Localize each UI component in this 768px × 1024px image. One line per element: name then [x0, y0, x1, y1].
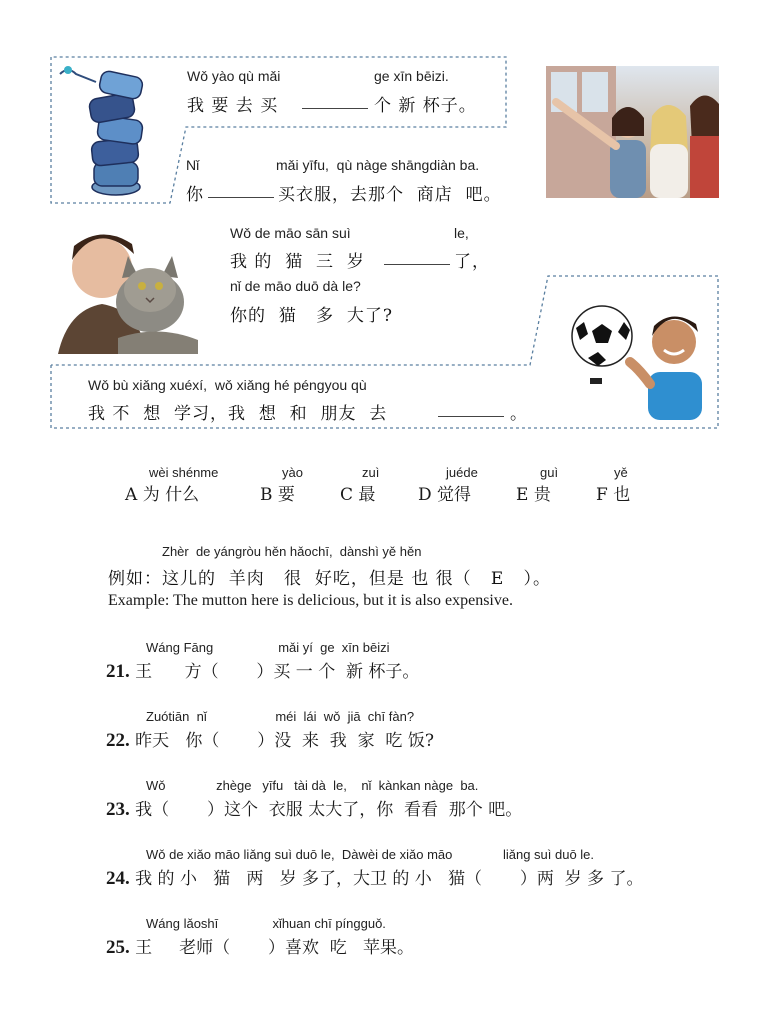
d4-hanzi: 我 不 想 学习，我 想 和 朋友 去: [88, 404, 388, 424]
boy-ball-photo: [568, 300, 708, 420]
question-22: [106, 709, 434, 752]
d4-hanzi-end: 。: [510, 404, 528, 424]
question-number: 21.: [106, 661, 130, 682]
option-letter: D: [418, 485, 432, 505]
option-pinyin: guì: [540, 465, 559, 480]
question-sentence: 昨天 你（ ）没 来 我 家 吃 饭?: [135, 731, 434, 751]
option-hanzi: 为 什么: [142, 485, 200, 505]
option-letter: F: [596, 485, 608, 505]
d3-hanzi-b: 了，: [454, 252, 490, 272]
d1-answer-blank: [302, 107, 368, 109]
question-sentence: 我 的 小 猫 两 岁 多了，大卫 的 小 猫（ ）两 岁 多 了。: [135, 869, 644, 889]
option-e: [516, 465, 558, 505]
cups-photo: [56, 62, 166, 200]
d3-answer-blank: [384, 263, 450, 265]
d3-hanzi-a: 我 的 猫 三 岁: [230, 252, 365, 272]
woman-cat-photo: [58, 220, 210, 354]
question-pinyin: Wáng Fāng mǎi yí ge xīn bēizi: [146, 640, 390, 655]
example-english: Example: The mutton here is delicious, but it is also expensive.: [108, 592, 513, 609]
d2-answer-blank: [208, 196, 274, 198]
option-letter: C: [340, 485, 354, 505]
d1-pinyin-a: Wǒ yào qù mǎi: [187, 68, 281, 84]
question-sentence: 王 方（ ）买 一 个 新 杯子。: [135, 662, 420, 682]
friends-photo: [546, 66, 719, 198]
question-sentence: 我（ ）这个 衣服 太大了，你 看看 那个 吧。: [135, 800, 523, 820]
d4-pinyin: Wǒ bù xiǎng xuéxí, wǒ xiǎng hé péngyou qù: [88, 377, 367, 393]
d4-answer-blank: [438, 415, 504, 417]
option-hanzi: 贵: [533, 485, 551, 505]
question-number: 24.: [106, 868, 130, 889]
d3-hanzi2: 你的 猫 多 大了?: [230, 306, 393, 326]
question-23: [106, 778, 522, 821]
question-pinyin: Wǒ de xiǎo māo liǎng suì duō le, Dàwèi de xiǎo māo liǎng suì duō le.: [146, 847, 595, 862]
option-d: [418, 465, 478, 505]
question-pinyin: Wǒ zhège yīfu tài dà le, nǐ kànkan nàge ba.: [146, 778, 479, 793]
option-pinyin: juéde: [446, 465, 478, 480]
option-hanzi: 最: [358, 485, 376, 505]
question-pinyin: Zuótiān nǐ méi lái wǒ jiā chī fàn?: [146, 709, 415, 724]
option-a: [125, 465, 218, 505]
option-pinyin: zuì: [362, 465, 380, 480]
question-21: [106, 640, 419, 683]
question-number: 23.: [106, 799, 130, 820]
question-25: [106, 916, 414, 959]
option-pinyin: yào: [282, 465, 303, 480]
option-pinyin: wèi shénme: [149, 465, 219, 480]
question-sentence: 王 老师（ ）喜欢 吃 苹果。: [135, 938, 415, 958]
example-sentence: 例如：这儿的 羊肉 很 好吃，但是 也 很（ E ）。: [108, 569, 551, 589]
option-pinyin: yě: [614, 465, 628, 480]
option-letter: B: [260, 485, 273, 505]
option-f: [596, 465, 630, 505]
option-hanzi: 觉得: [437, 485, 472, 505]
example-pinyin: Zhèr de yángròu hěn hǎochī, dànshì yě hěn: [162, 544, 422, 559]
d1-pinyin-b: ge xīn bēizi.: [374, 68, 449, 84]
question-number: 25.: [106, 937, 130, 958]
d2-pinyin-b: mǎi yīfu, qù nàge shāngdiàn ba.: [276, 157, 480, 173]
d1-hanzi-b: 个 新 杯子。: [374, 96, 477, 116]
option-b: [260, 465, 303, 505]
option-letter: A: [125, 485, 138, 505]
question-number: 22.: [106, 730, 130, 751]
d3-pinyin2: nǐ de māo duō dà le?: [230, 278, 361, 294]
d2-hanzi-a: 你: [186, 185, 204, 205]
question-24: [106, 847, 643, 890]
option-letter: E: [516, 485, 529, 505]
d2-hanzi-b: 买衣服，去那个 商店 吧。: [278, 185, 502, 205]
d1-hanzi-a: 我 要 去 买: [187, 96, 279, 116]
option-hanzi: 也: [613, 485, 631, 505]
d3-pinyin-a: Wǒ de māo sān suì: [230, 225, 351, 241]
d2-pinyin-a: Nǐ: [186, 157, 200, 173]
option-c: [340, 465, 379, 505]
option-hanzi: 要: [277, 485, 295, 505]
question-pinyin: Wáng lǎoshī xǐhuan chī píngguǒ.: [146, 916, 386, 931]
d3-pinyin-b: le,: [454, 225, 469, 241]
